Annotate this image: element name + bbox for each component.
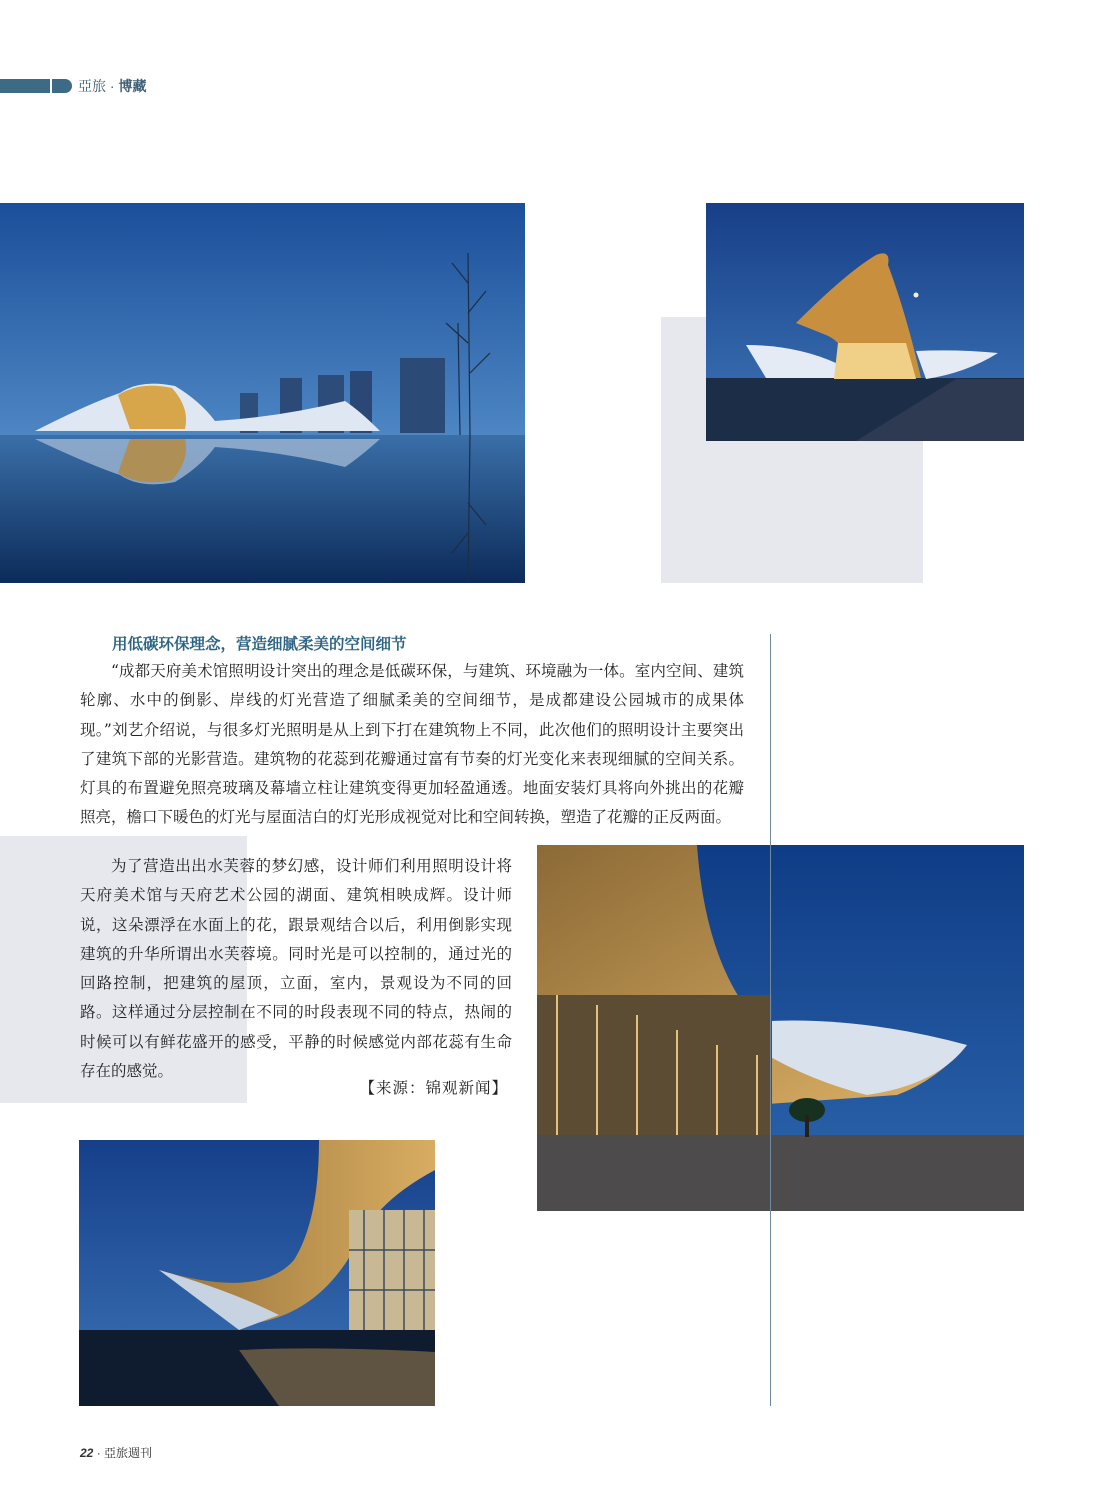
article-paragraph-1: “成都天府美术馆照明设计突出的理念是低碳环保，与建筑、环境融为一体。室内空间、建筑轮廓、水中的倒影、岸线的灯光营造了细腻柔美的空间细节，是成都建设公园城市的成果体现。”刘艺介绍说，与很多灯光照明是从上到下打在建筑物上不同，此次他们的照明设计主要突出了建筑下部的光影营造。建筑物的花蕊到花瓣通过富有节奏的灯光变化来表现细腻的空间关系。灯具的布置避免照亮玻璃及幕墙立柱让建筑变得更加轻盈通透。地面安装灯具将向外挑出的花瓣照亮，檐口下暖色的灯光与屋面洁白的灯光形成视觉对比和空间转换，塑造了花瓣的正反两面。 [80, 662, 744, 827]
museum-glass-facade-photo [79, 1140, 435, 1406]
museum-night-front-photo [706, 203, 1024, 441]
publication-name: · 亞旅週刊 [93, 1446, 153, 1460]
header-accent-tab [52, 79, 72, 93]
section-prefix: 亞旅 · [78, 78, 119, 94]
article-source: 【来源：锦观新闻】 [359, 1079, 508, 1097]
article-paragraph-2: 为了营造出出水芙蓉的梦幻感，设计师们利用照明设计将天府美术馆与天府艺术公园的湖面、建筑相映成辉。设计师说，这朵漂浮在水面上的花，跟景观结合以后，利用倒影实现建筑的升华所谓出水芙蓉境。同时光是可以控制的，通过光的回路控制，把建筑的屋顶，立面，室内，景观设为不同的回路。这样通过分层控制在不同的时段表现不同的特点，热闹的时候可以有鲜花盛开的感受，平静的时候感觉内部花蕊有生命存在的感觉。 [80, 857, 512, 1081]
header-accent-bar [0, 79, 50, 93]
museum-canopy-closeup-photo [537, 845, 1024, 1211]
article-heading: 用低碳环保理念，营造细腻柔美的空间细节 [112, 636, 407, 653]
section-name: 博藏 [118, 78, 147, 94]
museum-lake-reflection-photo [0, 203, 525, 583]
column-divider [770, 634, 771, 1406]
page-number: 22 [80, 1446, 94, 1460]
section-header [78, 76, 146, 96]
page-footer [80, 1444, 152, 1461]
